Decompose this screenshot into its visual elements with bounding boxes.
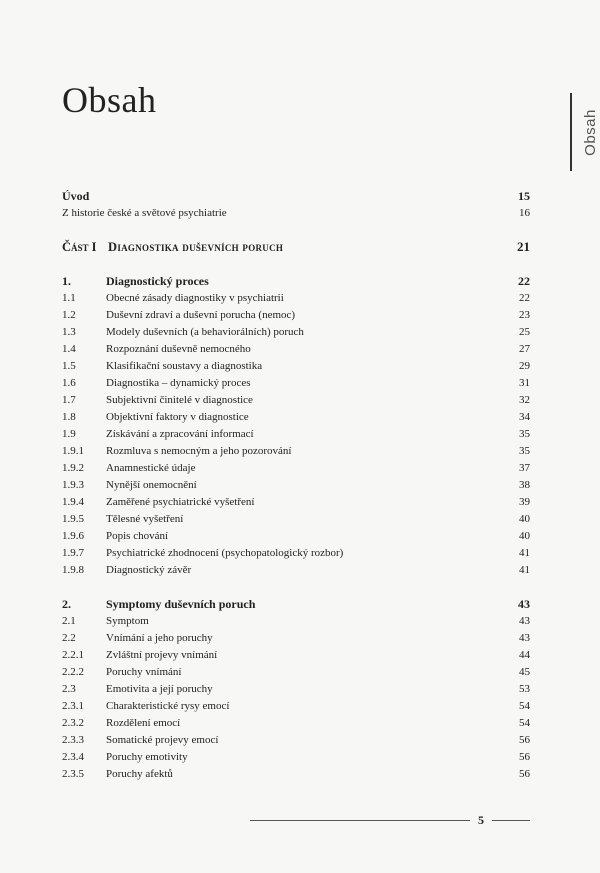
page-number: 5 xyxy=(478,813,484,827)
toc-entry-number: 2.3.3 xyxy=(62,734,84,746)
toc-entry-number: 1.9.2 xyxy=(62,462,84,474)
toc-entry[interactable] xyxy=(62,461,530,475)
toc-entry-number: 1.9.5 xyxy=(62,513,84,525)
toc-entry-number: 2.1 xyxy=(62,615,76,627)
toc-entry-page: 40 xyxy=(519,513,530,525)
toc-entry-number: 1.8 xyxy=(62,411,76,423)
toc-chapter-1[interactable] xyxy=(62,274,530,288)
part-page: 21 xyxy=(517,239,530,254)
toc-entry-title: Získávání a zpracování informací xyxy=(106,428,254,440)
side-rule xyxy=(570,93,572,171)
toc-entry-number: 2.2 xyxy=(62,632,76,644)
toc-entry-number: 2.2.1 xyxy=(62,649,84,661)
toc-entry-page: 53 xyxy=(519,683,530,695)
toc-entry-number: 1.5 xyxy=(62,360,76,372)
toc-entry-page: 41 xyxy=(519,564,530,576)
toc-entry-number: 2.3.5 xyxy=(62,768,84,780)
toc-chapter-2[interactable] xyxy=(62,597,530,611)
toc-entry-page: 23 xyxy=(519,309,530,321)
toc-entry-number: 1.9.1 xyxy=(62,445,84,457)
toc-entry-number: 1.9.6 xyxy=(62,530,84,542)
toc-entry-title: Poruchy emotivity xyxy=(106,751,188,763)
toc-part-heading[interactable] xyxy=(62,240,530,254)
toc-entry[interactable] xyxy=(62,699,530,713)
toc-entry-title: Symptomy duševních poruch xyxy=(106,597,256,611)
toc-entry-title: Zaměřené psychiatrické vyšetření xyxy=(106,496,255,508)
toc-entry-number: 1.6 xyxy=(62,377,76,389)
toc-entry[interactable] xyxy=(62,631,530,645)
toc-entry-page: 22 xyxy=(518,274,530,288)
toc-entry-number: 2.2.2 xyxy=(62,666,84,678)
toc-entry-page: 16 xyxy=(519,207,530,219)
toc-entry[interactable] xyxy=(62,393,530,407)
toc-entry-number: 2.3.1 xyxy=(62,700,84,712)
toc-entry-number: 1.9.8 xyxy=(62,564,84,576)
toc-entry[interactable] xyxy=(62,427,530,441)
toc-entry[interactable] xyxy=(62,614,530,628)
toc-entry-page: 22 xyxy=(519,292,530,304)
toc-entry-title: Nynější onemocnění xyxy=(106,479,197,491)
toc-entry-title: Somatické projevy emocí xyxy=(106,734,219,746)
toc-entry-title: Psychiatrické zhodnocení (psychopatologický rozbor) xyxy=(106,547,344,559)
footer-rule-left xyxy=(250,820,470,821)
toc-entry-number: 2. xyxy=(62,597,71,611)
toc-entry-title: Modely duševních (a behaviorálních) poruch xyxy=(106,326,304,338)
toc-entry[interactable] xyxy=(62,665,530,679)
toc-entry[interactable] xyxy=(62,308,530,322)
toc-entry[interactable] xyxy=(62,682,530,696)
toc-entry[interactable] xyxy=(62,376,530,390)
toc-entry-page: 41 xyxy=(519,547,530,559)
toc-entry-number: 1.9.3 xyxy=(62,479,84,491)
toc-entry[interactable] xyxy=(62,563,530,577)
toc-entry[interactable] xyxy=(62,733,530,747)
toc-entry[interactable] xyxy=(62,359,530,373)
toc-entry-number: 1. xyxy=(62,274,71,288)
part-title: Diagnostika duševních poruch xyxy=(108,240,284,254)
toc-entry[interactable] xyxy=(62,342,530,356)
toc-entry-number: 1.1 xyxy=(62,292,76,304)
toc-entry[interactable] xyxy=(62,325,530,339)
toc-entry-page: 43 xyxy=(519,615,530,627)
toc-entry-page: 44 xyxy=(519,649,530,661)
toc-entry-number: 1.9 xyxy=(62,428,76,440)
toc-entry[interactable] xyxy=(62,291,530,305)
toc-entry[interactable] xyxy=(62,512,530,526)
toc-entry[interactable] xyxy=(62,478,530,492)
toc-entry-number: 2.3 xyxy=(62,683,76,695)
toc-entry-page: 37 xyxy=(519,462,530,474)
toc-entry-page: 29 xyxy=(519,360,530,372)
page-title: Obsah xyxy=(62,80,157,120)
toc-entry-page: 38 xyxy=(519,479,530,491)
toc-entry-page: 27 xyxy=(519,343,530,355)
toc-entry-number: 2.3.4 xyxy=(62,751,84,763)
toc-entry-title: Diagnostika – dynamický proces xyxy=(106,377,251,389)
toc-entry-number: 1.9.4 xyxy=(62,496,84,508)
toc-entry-title: Emotivita a její poruchy xyxy=(106,683,213,695)
toc-entry-page: 54 xyxy=(519,717,530,729)
toc-entry-title: Rozpoznání duševně nemocného xyxy=(106,343,251,355)
toc-entry-title: Duševní zdraví a duševní porucha (nemoc) xyxy=(106,309,296,321)
toc-entry-title: Objektivní faktory v diagnostice xyxy=(106,411,249,423)
part-number: Část I xyxy=(62,240,97,254)
toc-entry[interactable] xyxy=(62,444,530,458)
toc-entry[interactable] xyxy=(62,410,530,424)
toc-entry-title: Anamnestické údaje xyxy=(106,462,196,474)
toc-entry-intro[interactable] xyxy=(62,189,530,203)
toc-entry-page: 40 xyxy=(519,530,530,542)
toc-entry-title: Obecné zásady diagnostiky v psychiatrii xyxy=(106,292,284,304)
toc-entry[interactable] xyxy=(62,495,530,509)
toc-entry-title: Diagnostický proces xyxy=(106,274,209,288)
toc-entry[interactable] xyxy=(62,767,530,781)
toc-entry-title: Klasifikační soustavy a diagnostika xyxy=(106,360,263,372)
toc-entry-title: Subjektivní činitelé v diagnostice xyxy=(106,394,253,406)
toc-entry-page: 45 xyxy=(519,666,530,678)
toc-entry-title: Rozdělení emocí xyxy=(106,717,181,729)
toc-entry-number: 1.7 xyxy=(62,394,76,406)
side-label xyxy=(578,93,600,171)
toc-entry-page: 56 xyxy=(519,751,530,763)
toc-entry-page: 43 xyxy=(519,632,530,644)
toc-entry-page: 56 xyxy=(519,768,530,780)
toc-entry-title: Poruchy vnímání xyxy=(106,666,182,678)
toc-entry-number: 1.3 xyxy=(62,326,76,338)
toc-entry-title: Rozmluva s nemocným a jeho pozorování xyxy=(106,445,292,457)
toc-entry-number: 1.9.7 xyxy=(62,547,84,559)
toc-entry-page: 54 xyxy=(519,700,530,712)
toc-entry-title: Popis chování xyxy=(106,530,169,542)
toc-entry-page: 15 xyxy=(518,189,530,203)
toc-entry-title: Z historie české a světové psychiatrie xyxy=(62,207,227,219)
toc-entry-page: 34 xyxy=(519,411,530,423)
toc-entry-page: 25 xyxy=(519,326,530,338)
toc-entry-title: Vnímání a jeho poruchy xyxy=(106,632,213,644)
footer-rule-right xyxy=(492,820,530,821)
toc-entry-page: 43 xyxy=(518,597,530,611)
toc-entry[interactable] xyxy=(62,546,530,560)
toc-entry[interactable] xyxy=(62,648,530,662)
toc-entry-page: 31 xyxy=(519,377,530,389)
toc-entry-number: 2.3.2 xyxy=(62,717,84,729)
toc-entry-title: Tělesné vyšetření xyxy=(106,513,184,525)
toc-entry-title: Charakteristické rysy emocí xyxy=(106,700,230,712)
toc-entry[interactable] xyxy=(62,750,530,764)
toc-entry-number: 1.4 xyxy=(62,343,76,355)
toc-entry-page: 56 xyxy=(519,734,530,746)
toc-entry-title: Poruchy afektů xyxy=(106,768,173,780)
side-label-text: Obsah xyxy=(581,108,599,156)
toc-entry-page: 35 xyxy=(519,445,530,457)
toc-entry[interactable] xyxy=(62,716,530,730)
toc-entry-page: 39 xyxy=(519,496,530,508)
toc-entry-page: 32 xyxy=(519,394,530,406)
toc-entry[interactable] xyxy=(62,529,530,543)
toc-entry-title: Zvláštní projevy vnímání xyxy=(106,649,218,661)
toc-entry-title: Diagnostický závěr xyxy=(106,564,192,576)
toc-entry-history[interactable] xyxy=(62,206,530,220)
toc-entry-title: Symptom xyxy=(106,615,149,627)
toc-entry-page: 35 xyxy=(519,428,530,440)
toc-entry-number: 1.2 xyxy=(62,309,76,321)
toc-entry-title: Úvod xyxy=(62,189,90,203)
